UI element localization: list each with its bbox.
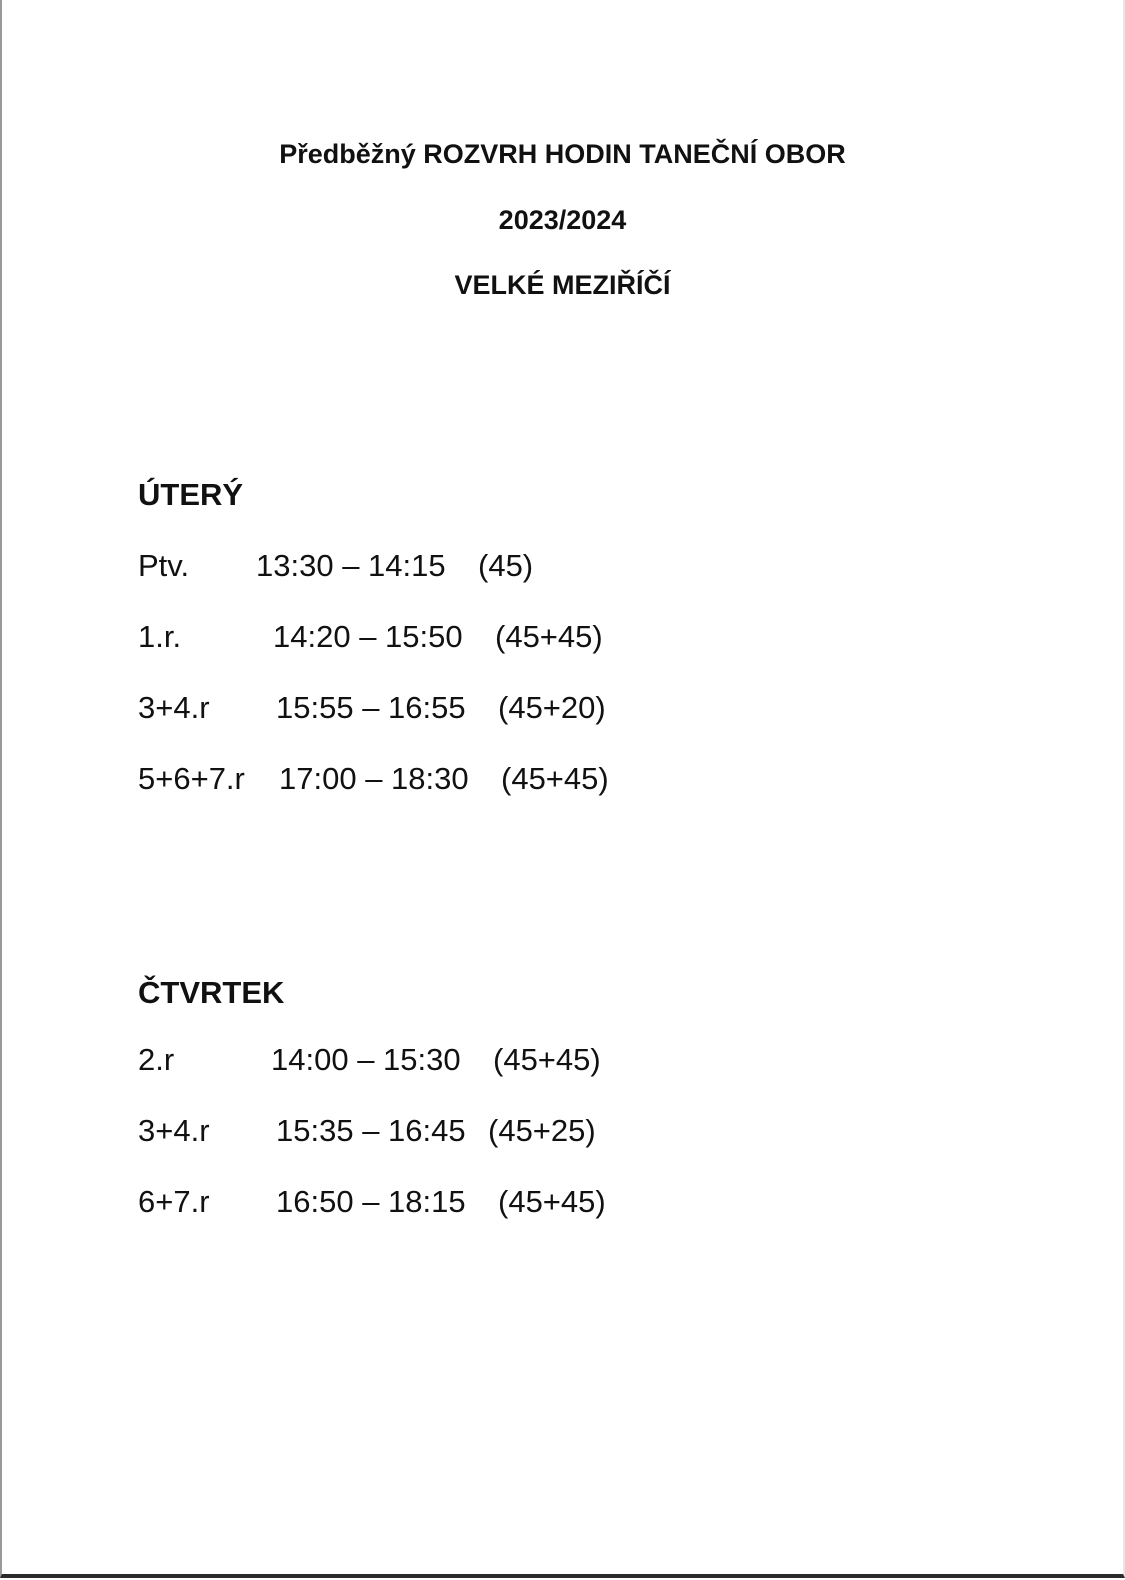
row-duration: (45+45) — [501, 761, 609, 796]
row-duration: (45+45) — [495, 619, 603, 654]
row-time: 14:00 – 15:30 — [271, 1042, 461, 1077]
school-year: 2023/2024 — [498, 205, 627, 235]
location: VELKÉ MEZIŘÍČÍ — [454, 270, 671, 300]
row-group: 2.r — [138, 1042, 175, 1077]
day-heading-tuesday: ÚTERÝ — [138, 477, 244, 512]
row-group: 6+7.r — [138, 1184, 210, 1219]
day-heading-thursday: ČTVRTEK — [138, 975, 285, 1010]
row-duration: (45+25) — [488, 1113, 596, 1148]
row-duration: (45+20) — [498, 690, 606, 725]
row-duration: (45+45) — [498, 1184, 606, 1219]
document-title: Předběžný ROZVRH HODIN TANEČNÍ OBOR — [279, 139, 846, 169]
row-group: 1.r. — [138, 619, 182, 654]
row-time: 13:30 – 14:15 — [256, 548, 446, 583]
row-group: 3+4.r — [138, 690, 210, 725]
row-time: 15:55 – 16:55 — [276, 690, 466, 725]
row-time: 16:50 – 18:15 — [276, 1184, 466, 1219]
row-group: 3+4.r — [138, 1113, 210, 1148]
row-group: Ptv. — [138, 548, 190, 583]
row-duration: (45+45) — [493, 1042, 601, 1077]
row-time: 15:35 – 16:45 — [276, 1113, 466, 1148]
row-time: 17:00 – 18:30 — [279, 761, 469, 796]
row-group: 5+6+7.r — [138, 761, 245, 796]
row-time: 14:20 – 15:50 — [273, 619, 463, 654]
row-duration: (45) — [478, 548, 534, 583]
